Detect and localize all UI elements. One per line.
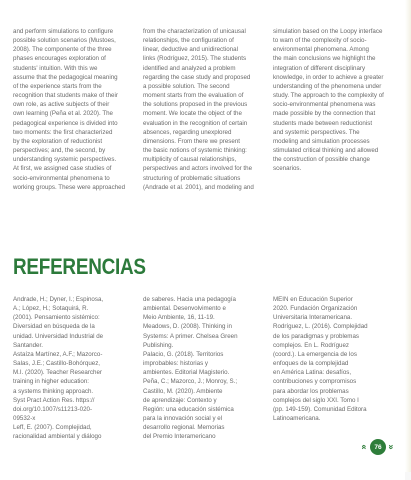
reference-column-3 xyxy=(273,295,394,442)
body-column-1 xyxy=(13,27,134,192)
paragraph: and perform simulations to configure possible solution scenarios (Mustoes, 2008). The componente of the three phases encourages exploration of students' intuition. With this we assume that the pedagogical meaning of the experience starts from the recognition that students make of their own role, as active subjects of their own learning (Peña et al. 2020). The pedagogical experience is divided into two moments: the first characterized by the exploration of reductionist perspectives; and, the second, by understanding systemic perspectives. At first, we assigned case studies of socio-environmental phenomena to working groups. These were approached xyxy=(13,28,126,191)
reference-entry: Meadows, D. (2008). Thinking in Systems: A primer. Chelsea Green Publishing. xyxy=(143,323,238,349)
reference-entry: Astaíza Martínez, A.F.; Mazorco- Salas, J.E.; Castillo-Bohórquez, M.I. (2020). Teacher Researcher training in higher education: a systems thinking approach. Syst Pract Action Res. https:// doi.org/10.1007/s11213-020- 09532-x xyxy=(13,350,103,423)
page-corner-tab xyxy=(405,472,411,480)
body-column-2 xyxy=(143,27,264,192)
page-number-badge: 76 xyxy=(370,439,386,455)
page-edge-shade xyxy=(405,0,411,480)
reference-column-2 xyxy=(143,295,264,442)
reference-list xyxy=(13,295,394,442)
double-chevron-up-icon[interactable]: « xyxy=(359,444,370,450)
double-chevron-down-icon[interactable]: » xyxy=(386,444,397,450)
paragraph: from the characterization of unicausal relationships, the configuration of linear, deductive and unidirectional links (Rodríguez, 2015). The students identified and analyzed a problem regarding the case study and proposed a possible solution. The second moment starts from the evaluation of the solutions proposed in the previous moment. We locate the object of the evaluation in the recognition of certain absences, regarding unexplored dimensions. From there we present the basic notions of systemic thinking: multiplicity of causal relationships, perspectives and actors involved for the structuring of problematic situations (Andrade et al. 2001), and modeling and xyxy=(143,28,254,191)
paragraph: simulation based on the Loopy interface to warn of the complexity of socio- environmental phenomena. Among the main conclusions we highlight the integration of different disciplinary knowledge, in order to achieve a greater understanding of the phenomena under study. The approach to the complexity of socio-environmental phenomena was made possible by the connection that students made between reductionist and systemic perspectives. The modeling and simulation processes stimulated critical thinking and allowed the construction of possible change scenarios. xyxy=(273,28,384,173)
reference-entry: MEIN en Educación Superior 2020. Fundación Organización Universitaria Interamericana. xyxy=(273,296,358,322)
reference-entry: Peña, C.; Mazorco, J.; Monroy, S.; Castillo, M. (2020). Ambiente de aprendizaje: Contexto y Región: una educación sistémica para la innovación social y el desarrollo regional. Memorias del Premio Interamericano xyxy=(143,378,238,441)
body-column-3 xyxy=(273,27,394,192)
reference-entry: de saberes. Hacia una pedagogía ambiental. Desenvolvimento e Meio Ambiente, 16, 11-19. xyxy=(143,296,236,322)
reference-column-1 xyxy=(13,295,134,442)
reference-entry: Rodríguez, L. (2016). Complejidad de los paradigmas y problemas complejos. En L. Rodríguez (coord.). La emergencia de los enfoques de la complejidad en América Latina: desafíos, contribuciones y compromisos para abordar los problemas complejos del siglo XXI. Tomo I (pp. 149-159). Comunidad Editora Latinoamericana. xyxy=(273,323,368,423)
body-text xyxy=(13,27,394,192)
section-heading: REFERENCIAS xyxy=(13,254,146,279)
reference-entry: Andrade, H.; Dyner, I.; Espinosa, A.; López, H.; Sotaquirá, R. (2001). Pensamiento sistémico: Diversidad en búsqueda de la unidad. Universidad Industrial de Santander. xyxy=(13,296,104,349)
reference-entry: Leff, E. (2007). Complejidad, racionalidad ambiental y diálogo xyxy=(13,424,102,441)
page-navigation xyxy=(359,439,397,455)
reference-entry: Palacio, G. (2018). Territorios improbables: historias y ambientes. Editorial Magisterio. xyxy=(143,350,230,377)
